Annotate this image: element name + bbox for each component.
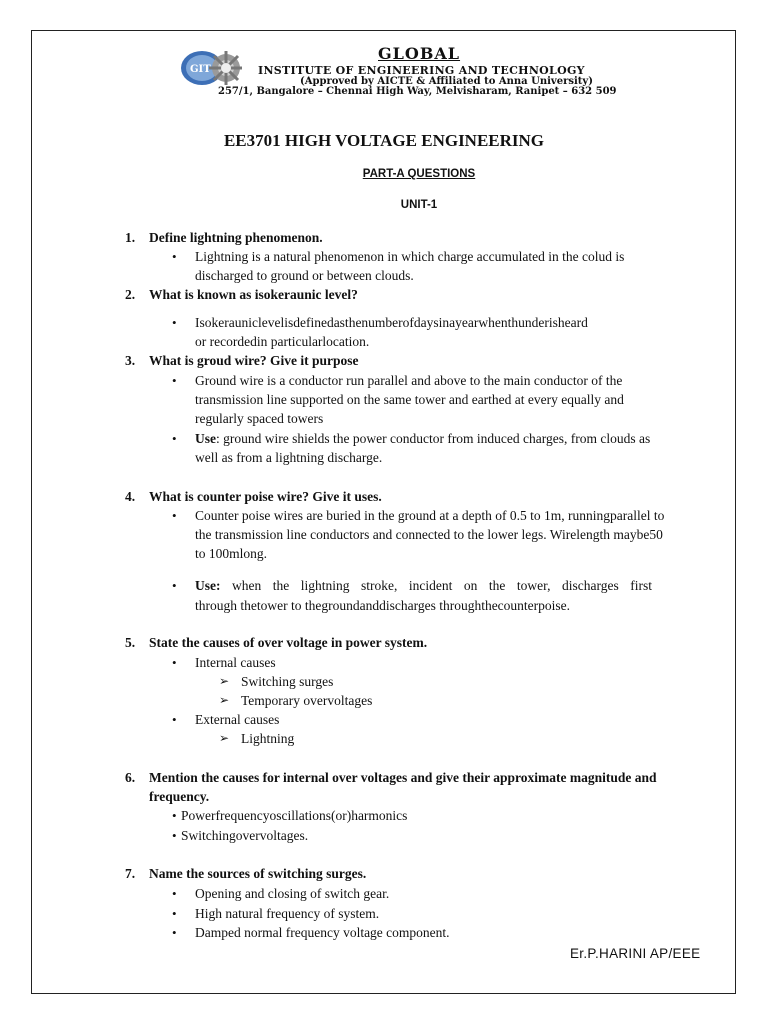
q5-external-causes: External causes — [195, 712, 280, 727]
institute-full-name: INSTITUTE OF ENGINEERING AND TECHNOLOGY — [258, 64, 585, 77]
q3-use-line: well as from a lightning discharge. — [195, 450, 383, 465]
q3-number: 3. — [125, 353, 136, 368]
q1-question: Define lightning phenomenon. — [149, 230, 323, 245]
bullet-icon: • — [172, 508, 177, 523]
document-title: EE3701 HIGH VOLTAGE ENGINEERING — [223, 131, 545, 150]
q4-use-line: through thetower to thegroundanddischarges throughthecounterpoise. — [195, 598, 571, 613]
q5-sub-item: Temporary overvoltages — [241, 693, 373, 708]
q3-question: What is groud wire? Give it purpose — [149, 353, 359, 368]
q2-answer-line: Isokerauniclevelisdefinedasthenumberofdaysinayearwhenthunderisheard — [195, 315, 588, 330]
q6-question-line: Mention the causes for internal over voltages and give their approximate magnitude and — [149, 770, 657, 785]
bullet-icon: • — [172, 431, 177, 446]
q2-answer-line: or recordedin particularlocation. — [195, 334, 370, 349]
q6-answer: Switchingovervoltages. — [181, 828, 309, 843]
bullet-icon: • — [172, 925, 177, 940]
bullet-icon: • — [172, 828, 177, 843]
unit-heading: UNIT-1 — [400, 199, 438, 211]
college-logo-icon — [180, 48, 242, 88]
use-text: : ground wire shields the power conductor from induced charges, from clouds as — [216, 431, 651, 446]
institute-name: GLOBAL — [378, 44, 461, 63]
q7-answer: Opening and closing of switch gear. — [195, 886, 390, 901]
q5-internal-causes: Internal causes — [195, 655, 276, 670]
q3-answer-line: transmission line supported on the same tower and earthed at every equally and — [195, 392, 624, 407]
use-label: Use — [195, 431, 216, 446]
q4-number: 4. — [125, 489, 136, 504]
q3-use-line — [195, 429, 650, 448]
q4-use-line — [195, 576, 652, 595]
q5-question: State the causes of over voltage in power system. — [149, 635, 428, 650]
q6-question-line: frequency. — [149, 789, 210, 804]
letterhead — [180, 44, 660, 96]
bullet-icon: • — [172, 886, 177, 901]
use-text: when the lightning stroke, incident on the tower, discharges first — [220, 578, 652, 593]
bullet-icon: • — [172, 712, 177, 727]
q7-answer: Damped normal frequency voltage component. — [195, 925, 450, 940]
q2-question: What is known as isokeraunic level? — [149, 287, 358, 302]
footer-author: Er.P.HARINI AP/EEE — [570, 946, 701, 961]
q5-sub-item: Lightning — [241, 731, 295, 746]
part-heading: PART-A QUESTIONS — [362, 168, 476, 180]
bullet-icon: • — [172, 906, 177, 921]
logo-text: GIT — [190, 64, 211, 75]
q1-answer-line: Lightning is a natural phenomenon in which charge accumulated in the colud is — [195, 249, 625, 264]
arrow-bullet-icon: ➢ — [219, 693, 230, 707]
bullet-icon: • — [172, 249, 177, 264]
bullet-icon: • — [172, 578, 177, 593]
q1-answer-line: discharged to ground or between clouds. — [195, 268, 414, 283]
q2-number: 2. — [125, 287, 136, 302]
q4-question: What is counter poise wire? Give it uses. — [149, 489, 382, 504]
q3-answer-line: Ground wire is a conductor run parallel and above to the main conductor of the — [195, 373, 623, 388]
bullet-icon: • — [172, 808, 177, 823]
use-label: Use: — [195, 578, 221, 593]
address-line: 257/1, Bangalore – Chennai High Way, Melvisharam, Ranipet – 632 509 — [218, 86, 617, 97]
q5-sub-item: Switching surges — [241, 674, 334, 689]
q4-answer-line: Counter poise wires are buried in the ground at a depth of 0.5 to 1m, runningparallel to — [195, 508, 665, 523]
approval-line: (Approved by AICTE & Affiliated to Anna University) — [300, 76, 593, 87]
q4-answer-line: the transmission line conductors and connected to the lower legs. Wirelength maybe50 — [195, 527, 663, 542]
arrow-bullet-icon: ➢ — [219, 674, 230, 688]
q1-number: 1. — [125, 230, 136, 245]
arrow-bullet-icon: ➢ — [219, 731, 230, 745]
q4-answer-line: to 100mlong. — [195, 546, 268, 561]
q3-answer-line: regularly spaced towers — [195, 411, 324, 426]
q7-question: Name the sources of switching surges. — [149, 866, 367, 881]
q5-number: 5. — [125, 635, 136, 650]
bullet-icon: • — [172, 315, 177, 330]
q7-answer: High natural frequency of system. — [195, 906, 380, 921]
q6-answer: Powerfrequencyoscillations(or)harmonics — [181, 808, 408, 823]
bullet-icon: • — [172, 655, 177, 670]
bullet-icon: • — [172, 373, 177, 388]
q7-number: 7. — [125, 866, 136, 881]
q6-number: 6. — [125, 770, 136, 785]
